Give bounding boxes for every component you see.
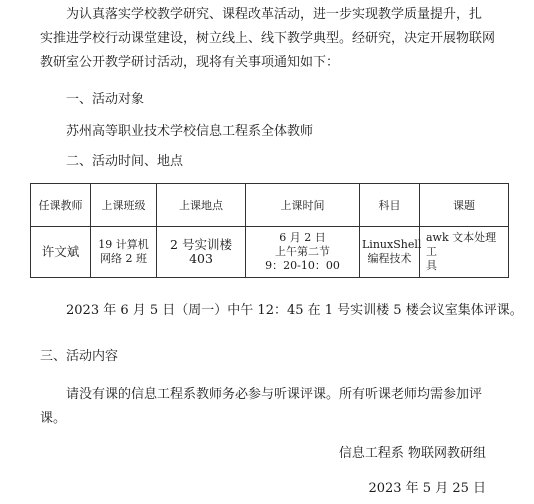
time-line-1: 6 月 2 日	[279, 231, 326, 244]
section-3-content-line-2: 课。	[40, 411, 67, 426]
intro-line-3: 教研室公开教学研讨活动，现将有关事项通知如下：	[40, 55, 340, 70]
place-line-2: 403	[189, 251, 213, 266]
cell-subject	[360, 227, 420, 278]
cell-time	[246, 227, 360, 278]
intro-line-2: 实推进学校行动课堂建设，树立线上、线下教学典型。经研究，决定开展物联网	[40, 31, 496, 46]
header-teacher: 任课教师	[31, 184, 91, 227]
header-time: 上课时间	[246, 184, 360, 227]
intro-line-1: 为认真落实学校教学研究、课程改革活动，进一步实现教学质量提升，扎	[66, 7, 483, 22]
cell-topic	[420, 227, 509, 278]
section-1-heading: 一、活动对象	[66, 92, 145, 107]
header-place: 上课地点	[157, 184, 246, 227]
class-line-2: 网络 2 班	[100, 252, 147, 265]
section-3-heading: 三、活动内容	[40, 349, 119, 364]
signature-date: 2023 年 5 月 25 日	[368, 481, 486, 496]
table-header-row	[31, 184, 509, 227]
time-line-2: 上午第二节	[275, 245, 330, 258]
cell-teacher	[31, 227, 91, 278]
cell-place	[157, 227, 246, 278]
section-1-content: 苏州高等职业技术学校信息工程系全体教师	[66, 124, 314, 139]
subject-line-1: LinuxShell	[362, 238, 422, 251]
section-3-content-line-1: 请没有课的信息工程系教师务必参与听课评课。所有听课老师均需参加评	[66, 387, 483, 402]
table-row	[31, 227, 509, 278]
time-line-3: 9：20-10：00	[265, 259, 340, 272]
schedule-table	[30, 183, 509, 278]
topic-line-2: 具	[426, 259, 437, 272]
header-subject: 科目	[360, 184, 420, 227]
topic-line-1: awk 文本处理工	[426, 231, 497, 258]
header-topic: 课题	[420, 184, 509, 227]
place-line-1: 2 号实训楼	[170, 237, 232, 252]
header-class: 上课班级	[91, 184, 157, 227]
review-note: 2023 年 6 月 5 日（周一）中午 12：45 在 1 号实训楼 5 楼会议室集体评课。	[66, 303, 523, 318]
subject-line-2: 编程技术	[367, 252, 412, 265]
class-line-1: 19 计算机	[98, 238, 149, 251]
cell-class	[91, 227, 157, 278]
teacher-name: 许文斌	[41, 244, 80, 259]
section-2-heading: 二、活动时间、地点	[66, 154, 184, 169]
signature-org: 信息工程系 物联网教研组	[338, 446, 486, 461]
